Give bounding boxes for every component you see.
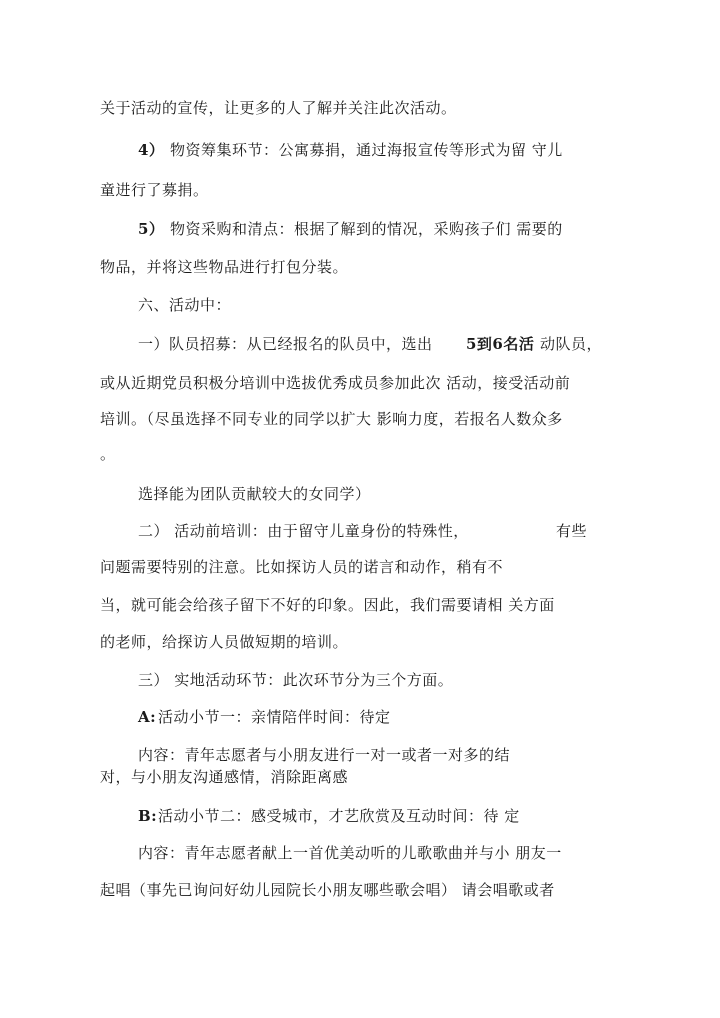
- text-line: 二） 活动前培训：由于留守儿童身份的特殊性，: [138, 522, 469, 540]
- list-number: 5）: [138, 220, 165, 238]
- text-line: 活动小节二：感受城市，才艺欣赏及互动时间：待 定: [158, 807, 520, 825]
- text-line: 动队员，: [540, 335, 603, 353]
- text-line: 起唱（事先已询问好幼儿园院长小朋友哪些歌会唱） 请会唱歌或者: [100, 881, 555, 899]
- text-line: 当，就可能会给孩子留下不好的印象。因此，我们需要请相 关方面: [100, 596, 555, 614]
- text-line: 问题需要特别的注意。比如探访人员的诺言和动作，稍有不: [100, 558, 504, 576]
- text-line: 或从近期党员积极分培训中选拔优秀成员参加此次 活动，接受活动前: [100, 374, 571, 392]
- text-line: 。: [100, 445, 116, 463]
- section-heading: 六、活动中：: [138, 296, 232, 314]
- text-line: 童进行了募捐。: [100, 181, 209, 199]
- text-line: 活动小节一：亲情陪伴时间：待定: [158, 708, 391, 726]
- text-line: 内容：青年志愿者与小朋友进行一对一或者一对多的结: [138, 746, 511, 764]
- text-line: 一）队员招募：从已经报名的队员中，选出: [138, 335, 433, 353]
- text-line: 三） 实地活动环节：此次环节分为三个方面。: [138, 671, 454, 689]
- text-line: 内容：青年志愿者献上一首优美动听的儿歌歌曲并与小 朋友一: [138, 844, 562, 862]
- text-line: 选择能为团队贡献较大的女同学）: [138, 485, 371, 503]
- text-line: 关于活动的宣传，让更多的人了解并关注此次活动。: [100, 99, 457, 117]
- text-line: 5到6名活: [466, 335, 535, 353]
- item-label: A:: [138, 708, 157, 726]
- list-number: 4）: [138, 141, 165, 159]
- item-label: B:: [138, 807, 158, 825]
- text-line: 物品，并将这些物品进行打包分装。: [100, 258, 349, 276]
- text-line: 有些: [556, 522, 588, 540]
- text-line: 培训。（尽虽选择不同专业的同学以扩大 影响力度，若报名人数众多: [100, 410, 563, 428]
- text-line: 物资筹集环节：公寓募捐，通过海报宣传等形式为留 守儿: [170, 141, 563, 159]
- text-line: 的老师，给探访人员做短期的培训。: [100, 633, 349, 651]
- text-line: 对，与小朋友沟通感情，消除距离感: [100, 768, 349, 786]
- text-line: 物资采购和清点：根据了解到的情况，采购孩子们 需要的: [170, 220, 563, 238]
